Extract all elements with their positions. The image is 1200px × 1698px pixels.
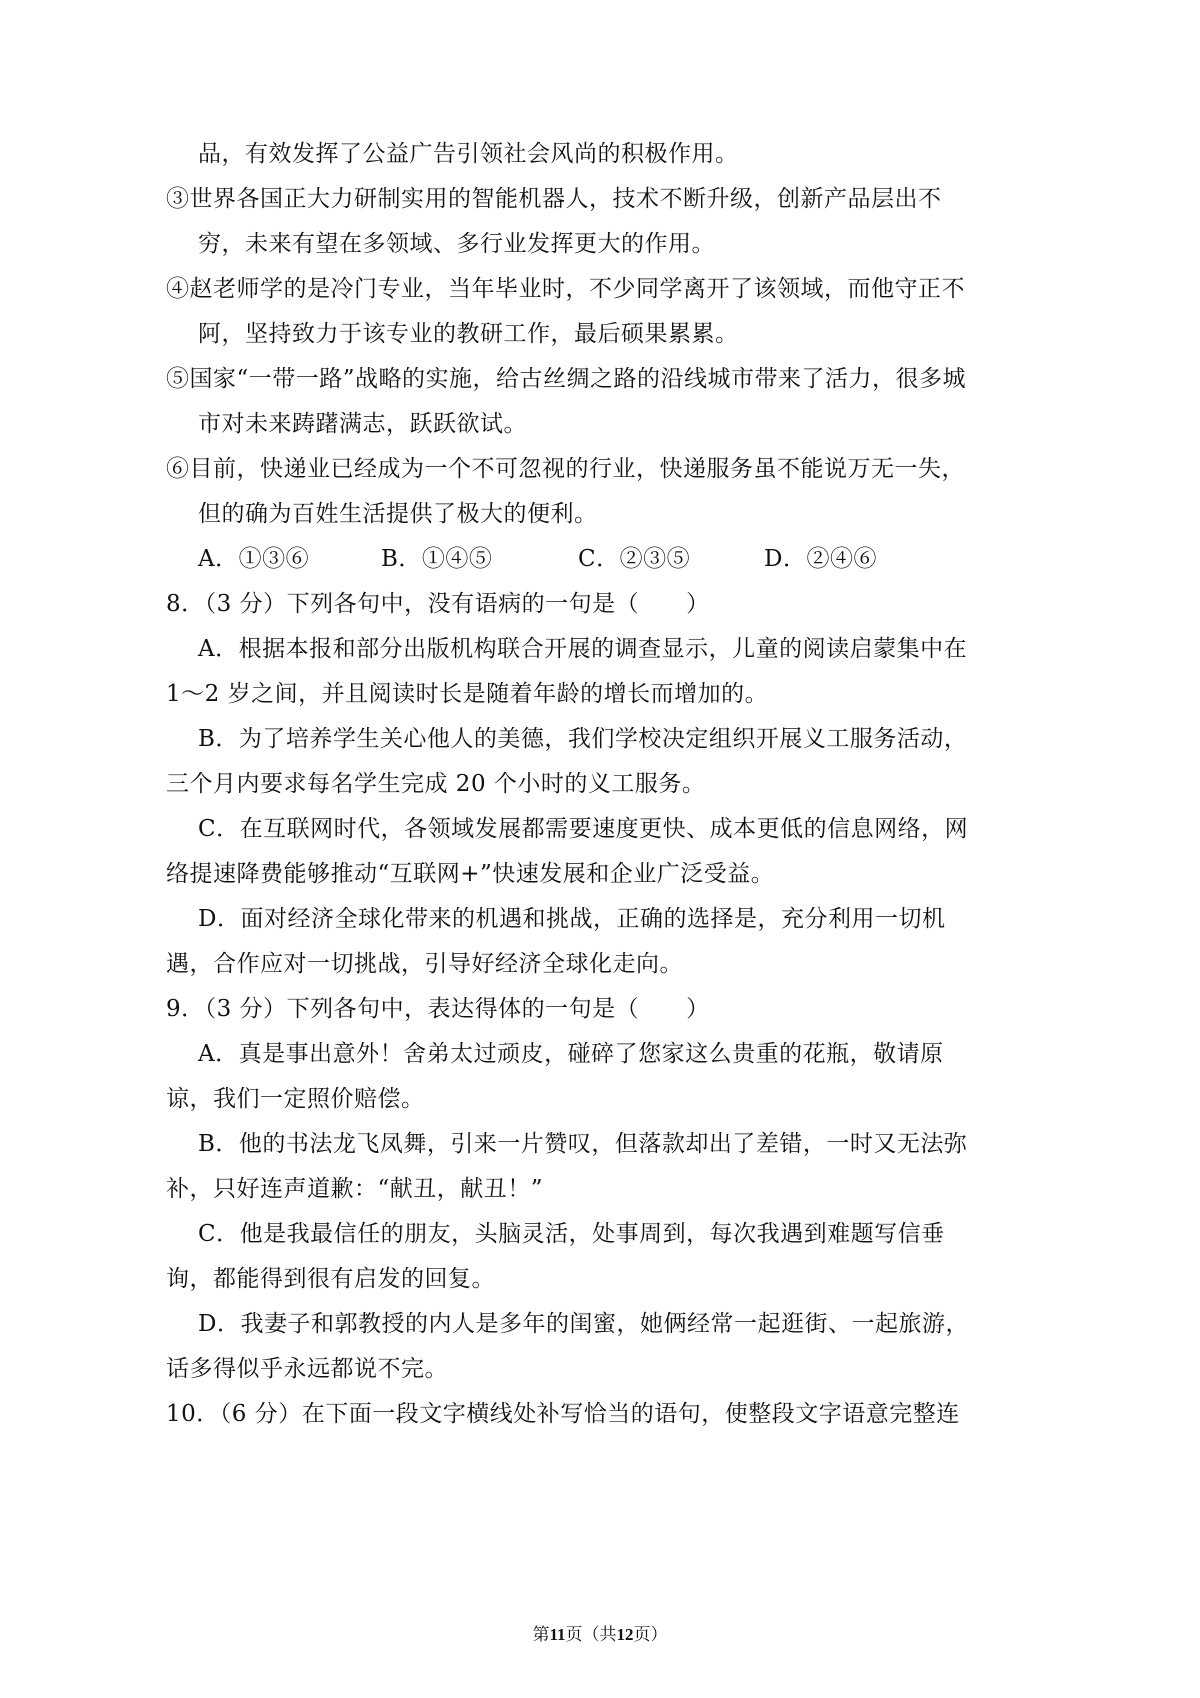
- q9-option-c-line1: C．他是我最信任的朋友，头脑灵活，处事周到，每次我遇到难题写信垂: [198, 1221, 945, 1247]
- item5-line2: 市对未来踌躇满志，跃跃欲试。: [198, 411, 527, 437]
- item3-line2: 穷，未来有望在多领域、多行业发挥更大的作用。: [198, 231, 715, 257]
- q9-option-b-line2: 补，只好连声道歉：“献丑，献丑！”: [166, 1176, 544, 1202]
- q9-option-b-line1: B．他的书法龙飞凤舞，引来一片赞叹，但落款却出了差错，一时又无法弥: [198, 1131, 968, 1157]
- item4-line2: 阿，坚持致力于该专业的教研工作，最后硕果累累。: [198, 321, 739, 347]
- item2-continuation: 品，有效发挥了公益广告引领社会风尚的积极作用。: [198, 141, 739, 167]
- footer-prefix: 第: [532, 1625, 550, 1644]
- q8-option-c-line2: 络提速降费能够推动“互联网+”快速发展和企业广泛受益。: [166, 861, 775, 887]
- q8-option-d-line2: 遇，合作应对一切挑战，引导好经济全球化走向。: [166, 951, 683, 977]
- q8-option-b-line2: 三个月内要求每名学生完成 20 个小时的义工服务。: [166, 771, 706, 797]
- q8-option-a-line1: A．根据本报和部分出版机构联合开展的调查显示，儿童的阅读启蒙集中在: [198, 636, 968, 662]
- q7-option-d: D．②④⑥: [764, 546, 877, 572]
- q9-option-a-line1: A．真是事出意外！舍弟太过顽皮，碰碎了您家这么贵重的花瓶，敬请原: [198, 1041, 944, 1067]
- q9-option-c-line2: 询，都能得到很有启发的回复。: [166, 1266, 495, 1292]
- q8-option-a-line2: 1～2 岁之间，并且阅读时长是随着年龄的增长而增加的。: [166, 681, 769, 707]
- item5-line1: ⑤国家“一带一路”战略的实施，给古丝绸之路的沿线城市带来了活力，很多城: [166, 366, 967, 392]
- q7-option-a: A．①③⑥: [198, 546, 310, 572]
- q7-option-b: B．①④⑤: [381, 546, 493, 572]
- q7-option-c: C．②③⑤: [578, 546, 691, 572]
- q9-option-d-line2: 话多得似乎永远都说不完。: [166, 1356, 448, 1382]
- q8-option-d-line1: D．面对经济全球化带来的机遇和挑战，正确的选择是，充分利用一切机: [198, 906, 946, 932]
- q9-option-d-line1: D．我妻子和郭教授的内人是多年的闺蜜，她俩经常一起逛街、一起旅游，: [198, 1311, 969, 1337]
- footer-suffix: 页）: [633, 1625, 668, 1644]
- item6-line2: 但的确为百姓生活提供了极大的便利。: [198, 501, 598, 527]
- item6-line1: ⑥目前，快递业已经成为一个不可忽视的行业，快递服务虽不能说万无一失，: [166, 456, 965, 482]
- footer-page-number: 11: [549, 1625, 566, 1644]
- q9-option-a-line2: 谅，我们一定照价赔偿。: [166, 1086, 425, 1112]
- q8-option-b-line1: B．为了培养学生关心他人的美德，我们学校决定组织开展义工服务活动，: [198, 726, 968, 752]
- footer-total-pages: 12: [616, 1625, 634, 1644]
- q8-option-c-line1: C．在互联网时代，各领域发展都需要速度更快、成本更低的信息网络，网: [198, 816, 969, 842]
- item4-line1: ④赵老师学的是冷门专业，当年毕业时，不少同学离开了该领域，而他守正不: [166, 276, 965, 302]
- item3-line1: ③世界各国正大力研制实用的智能机器人，技术不断升级，创新产品层出不: [166, 186, 942, 212]
- page-footer: [0, 1620, 1200, 1645]
- q9-stem: 9．（3 分）下列各句中，表达得体的一句是（ ）: [166, 996, 710, 1022]
- q10-stem: 10．（6 分）在下面一段文字横线处补写恰当的语句，使整段文字语意完整连: [166, 1401, 960, 1427]
- q8-stem: 8．（3 分）下列各句中，没有语病的一句是（ ）: [166, 591, 710, 617]
- footer-middle: 页（共: [565, 1625, 617, 1644]
